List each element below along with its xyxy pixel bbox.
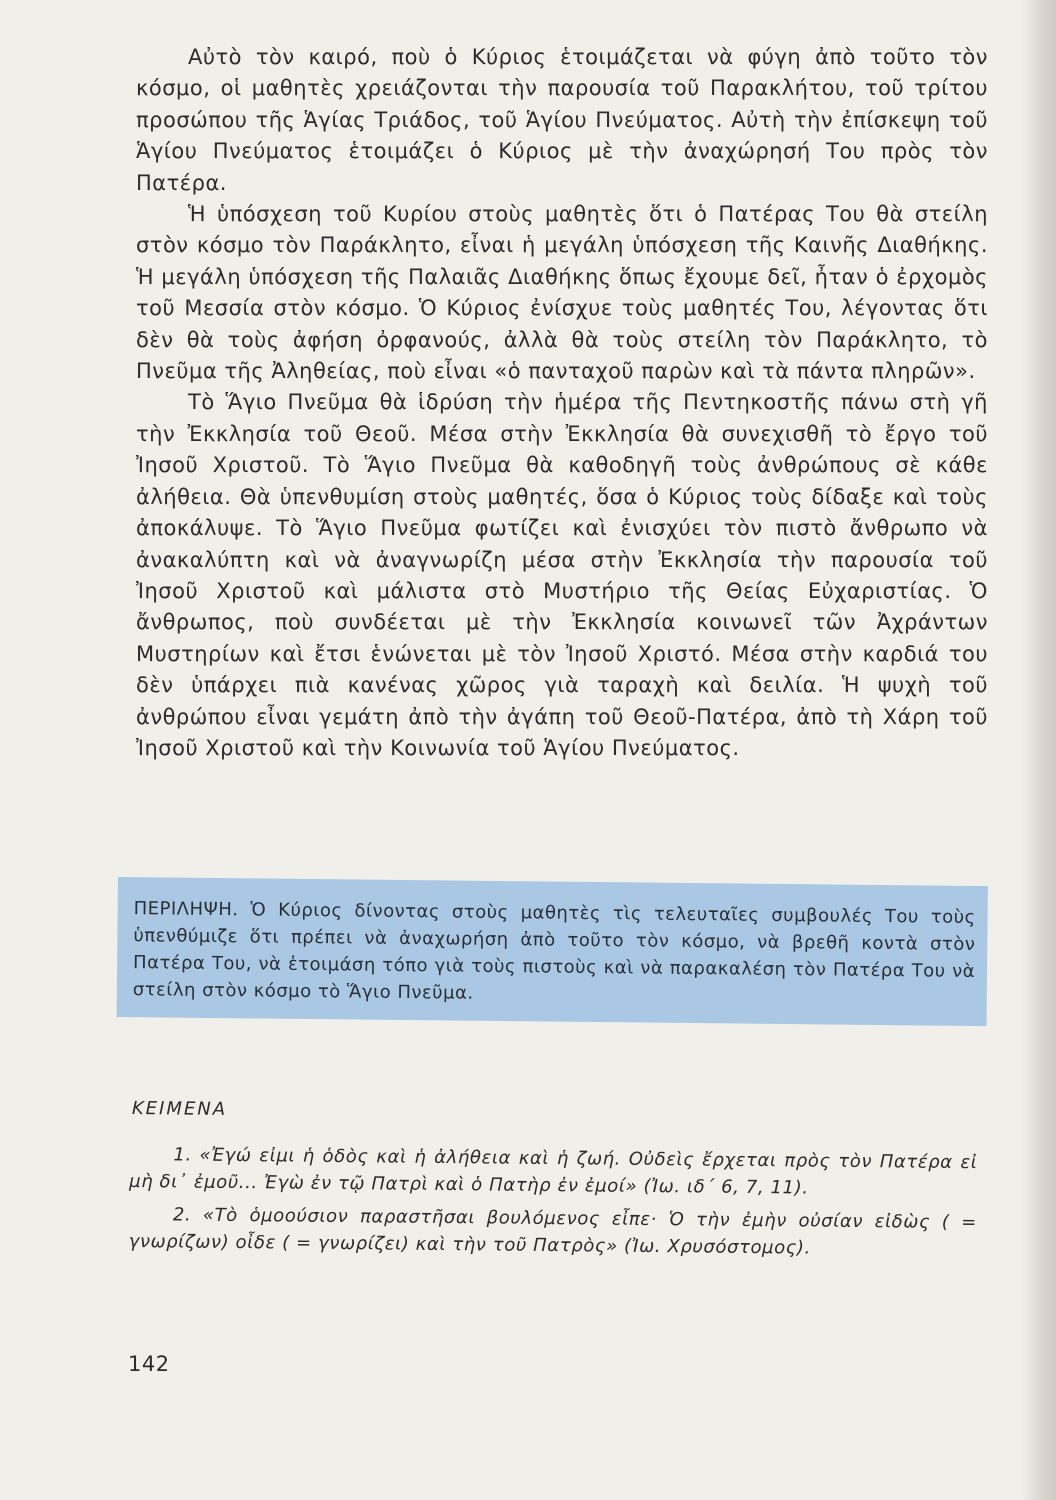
paragraph-2: Ἡ ὑπόσχεση τοῦ Κυρίου στοὺς μαθητὲς ὅτι ὁ Πατέρας Του θὰ στείλη στὸν κόσμο τὸν Παράκλητο, εἶναι ἡ μεγάλη ὑπόσχεση τῆς Καινῆς Διαθήκης. Ἡ μεγάλη ὑπόσχεση τῆς Παλαιᾶς Διαθήκης ὅπως ἔχουμε δεῖ, ἦταν ὁ ἐρχομὸς τοῦ Μεσσία στὸν κόσμο. Ὁ Κύριος ἐνίσχυε τοὺς μαθητές Του, λέγοντας ὅτι δὲν θὰ τοὺς ἀφήση ὀρφανούς, ἀλλὰ θὰ τοὺς στείλη τὸν Παράκλητο, τὸ Πνεῦμα τῆς Ἀληθείας, ποὺ εἶναι «ὁ πανταχοῦ παρὼν καὶ τὰ πάντα πληρῶν». <box>136 202 988 384</box>
paragraph-3: Τὸ Ἅγιο Πνεῦμα θὰ ἱδρύση τὴν ἡμέρα τῆς Πεντηκοστῆς πάνω στὴ γῆ τὴν Ἐκκλησία τοῦ Θεοῦ. Μέσα στὴν Ἐκκλησία θὰ συνεχισθῆ τὸ ἔργο τοῦ Ἰησοῦ Χριστοῦ. Τὸ Ἅγιο Πνεῦμα θὰ καθοδηγῆ τοὺς ἀνθρώπους σὲ κάθε ἀλήθεια. Θὰ ὑπενθυμίση στοὺς μαθητές, ὅσα ὁ Κύριος τοὺς δίδαξε καὶ τοὺς ἀποκάλυψε. Τὸ Ἅγιο Πνεῦμα φωτίζει καὶ ἐνισχύει τὸν πιστὸ ἄνθρωπο νὰ ἀνακαλύπτη καὶ νὰ ἀναγνωρίζη μέσα στὴν Ἐκκλησία τὴν παρουσία τοῦ Ἰησοῦ Χριστοῦ καὶ μάλιστα στὸ Μυστήριο τῆς Θείας Εὐχαριστίας. Ὁ ἄνθρωπος, ποὺ συνδέεται μὲ τὴν Ἐκκλησία κοινωνεῖ τῶν Ἀχράντων Μυστηρίων καὶ ἔτσι ἑνώνεται μὲ τὸν Ἰησοῦ Χριστό. Μέσα στὴν καρδιά του δὲν ὑπάρχει πιὰ κανένας χῶρος γιὰ ταραχὴ καὶ δειλία. Ἡ ψυχὴ τοῦ ἀνθρώπου εἶναι γεμάτη ἀπὸ τὴν ἀγάπη τοῦ Θεοῦ-Πατέρα, ἀπὸ τὴ Χάρη τοῦ Ἰησοῦ Χριστοῦ καὶ τὴν Κοινωνία τοῦ Ἁγίου Πνεύματος. <box>136 390 988 760</box>
main-text <box>136 42 988 764</box>
quote-1: 1. «Ἐγώ εἰμι ἡ ὁδὸς καὶ ἡ ἀλήθεια καὶ ἡ ζωή. Οὐδεὶς ἔρχεται πρὸς τὸν Πατέρα εἰ μὴ δι᾽ ἐμοῦ... Ἐγὼ ἐν τῷ Πατρὶ καὶ ὁ Πατὴρ ἐν ἐμοί» (Ἰω. ιδ΄ 6, 7, 11). <box>129 1144 978 1199</box>
page-edge-shadow <box>1022 0 1056 1500</box>
summary-text <box>133 895 976 1012</box>
summary-box <box>117 877 988 1026</box>
texts-section <box>128 1098 978 1269</box>
page-number: 142 <box>128 1352 170 1376</box>
paragraph-1: Αὐτὸ τὸν καιρό, ποὺ ὁ Κύριος ἑτοιμάζεται νὰ φύγη ἀπὸ τοῦτο τὸν κόσμο, οἱ μαθητὲς χρειάζονται τὴν παρουσία τοῦ Παρακλήτου, τοῦ τρίτου προσώπου τῆς Ἁγίας Τριάδος, τοῦ Ἁγίου Πνεύματος. Αὐτὴ τὴν ἐπίσκεψη τοῦ Ἁγίου Πνεύματος ἑτοιμάζει ὁ Κύριος μὲ τὴν ἀναχώρησή Του πρὸς τὸν Πατέρα. <box>136 45 988 195</box>
summary-paragraph: ΠΕΡΙΛΗΨΗ. Ὁ Κύριος δίνοντας στοὺς μαθητὲς τὶς τελευταῖες συμβουλές Του τοὺς ὑπενθύμιζε ὅτι πρέπει νὰ ἀναχωρήση ἀπὸ τοῦτο τὸν κόσμο, νὰ βρεθῆ κοντὰ στὸν Πατέρα Του, νὰ ἑτοιμάση τόπο γιὰ τοὺς πιστοὺς καὶ νὰ παρακαλέση τὸν Πατέρα Του νὰ στείλη στὸν κόσμο τὸ Ἅγιο Πνεῦμα. <box>132 898 976 1004</box>
quote-2: 2. «Τὸ ὁμοούσιον παραστῆσαι βουλόμενος εἶπε· Ὁ τὴν ἐμὴν οὐσίαν εἰδὼς ( = γνωρίζων) οἶδε ( = γνωρίζει) καὶ τὴν τοῦ Πατρὸς» (Ἰω. Χρυσόστομος). <box>128 1204 977 1259</box>
texts-heading: ΚΕΙΜΕΝΑ <box>131 1098 228 1120</box>
